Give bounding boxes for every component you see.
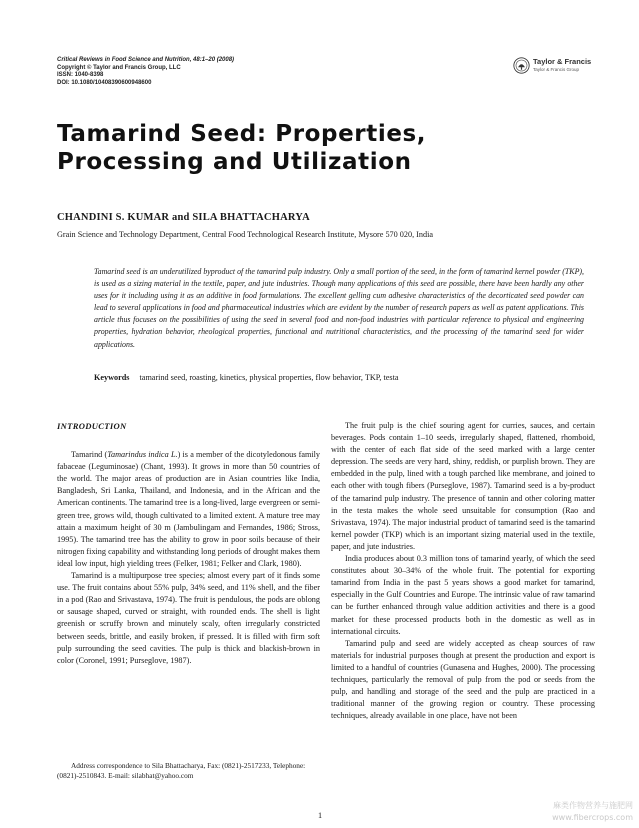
keywords-list: tamarind seed, roasting, kinetics, physical properties, flow behavior, TKP, testa	[139, 373, 399, 382]
keywords-line	[94, 373, 399, 382]
article-title	[57, 120, 577, 176]
site-watermark	[503, 800, 633, 824]
text-span: Tamarind (	[71, 450, 108, 460]
paragraph: Tamarind is a multipurpose tree species; almost every part of it finds some use. The fruit contains about 55% pulp, 34% seed, and 11% shell, and the fiber in a pod (Rao and Srivastava, 1974). The fruit is pendulous, the pods are oblong or sausage shaped, curved or straight, with rounded ends. The shell is light greenish or scruffy brown and minutely scaly, often irregularly constricted between seeds, brittle, and easily broken, if pressed. It is filled with firm soft pulp surrounding the seed cavities. The pulp is thick and blackish-brown in color (Coronel, 1991; Purseglove, 1987).	[57, 571, 320, 665]
correspondence-footnote: Address correspondence to Sila Bhattacharya, Fax: (0821)-2517233, Telephone: (0821)-2510843. E-mail: silabhat@yahoo.com	[57, 761, 306, 780]
paragraph: India produces about 0.3 million tons of tamarind yearly, of which the seed constitutes about 30–34% of the whole fruit. The potential for exporting tamarind from India in the past 5 years shows a good market for tamarind, especially in the Gulf Countries and Europe. The intrinsic value of raw tamarind can be further enhanced through value addition activities and there is a good market for these processed products both in the domestic as well as in international circuits.	[331, 554, 595, 636]
publisher-logo-icon	[513, 57, 530, 74]
left-column	[57, 420, 320, 667]
keywords-label: Keywords	[94, 373, 130, 382]
paragraph: The fruit pulp is the chief souring agent for curries, sauces, and certain beverages. Pods contain 1–10 seeds, irregularly shaped, flattened, rhomboid, with the center of each flat side of the seed marked with a large center depression. The seeds are very hard, shiny, reddish, or purplish brown. They are embedded in the pulp, lined with a tough parched like membrane, and joined to each other with tough fibers (Purseglove, 1987). Tamarind seed is a by-product of the tamarind pulp industry. The presence of tannin and other coloring matter in the testa makes the whole seed unsuitable for consumption (Rao and Srivastava, 1974). The major industrial product of tamarind seed is the tamarind kernel powder (TKP) which is an important sizing material used in the textile, paper, and jute industries.	[331, 421, 595, 551]
watermark-chinese: 麻类作物营养与施肥网	[553, 801, 633, 810]
title-line-1: Tamarind Seed: Properties,	[57, 121, 427, 147]
right-column	[331, 420, 595, 722]
paragraph	[57, 449, 320, 570]
abstract: Tamarind seed is an underutilized byproduct of the tamarind pulp industry. Only a small portion of the seed, in the form of tamarind kernel powder (TKP), is used as a sizing material in the textile, paper, and jute industries. Though many applications of this seed are possible, there have been hardly any other uses for it including using it as an additive in food formulations. The excellent gelling cum adhesive characteristics of the decorticated seed powder can lead to several applications in food and pharmaceutical industries which are evident by the number of research papers as well as patent applications. This article thus focuses on the possibilities of using the seed in several food and non-food industries with particular reference to physical and engineering properties, hydration behavior, rheological properties, functional and nutritional characteristics, and the processing of the tamarind seed for wider applications.	[94, 267, 584, 349]
text-span: ) is a member of the dicotyledonous family fabaceae (Leguminosae) (Chant, 1993). It grows in more than 50 countries of the world. The major areas of production are in Asian countries like India, Bangladesh, Sri Lanka, Thailand, and Indonesia, and in the African and the American continents. The tamarind tree is a long-lived, large evergreen or semi-green tree, grows wild, though cultivated to a limited extent. A mature tree may attain a maximum height of 30 m (Jambulingam and Fernandes, 1986; Stross, 1995). The tamarind tree has the ability to grow in poor soils because of their nitrogen fixing capability and withstanding long periods of drought makes them ideal low input, high yielding trees (Felker, 1981; Felker and Clark, 1980).	[57, 450, 320, 568]
watermark-url: www.fibercrops.com	[552, 813, 633, 822]
section-heading-introduction: INTRODUCTION	[57, 421, 127, 431]
copyright-line: Copyright © Taylor and Francis Group, LLC	[57, 64, 181, 71]
doi-line[interactable]: DOI: 10.1080/10408390600948600	[57, 79, 152, 86]
publisher-name: Taylor & Francis	[533, 57, 592, 66]
species-name: Tamarindus indica L.	[107, 450, 178, 460]
publisher-group: Taylor & Francis Group	[533, 67, 580, 72]
journal-meta	[57, 57, 357, 87]
article-authors: CHANDINI S. KUMAR and SILA BHATTACHARYA	[57, 212, 310, 223]
author-affiliation: Grain Science and Technology Department, Central Food Technological Research Institute, Mysore 570 020, India	[57, 230, 433, 239]
journal-citation: Critical Reviews in Food Science and Nutrition, 48:1–20 (2008)	[57, 57, 235, 63]
title-line-2: Processing and Utilization	[57, 149, 412, 175]
paragraph: Tamarind pulp and seed are widely accepted as cheap sources of raw materials for industrial purposes though at present the production and export is limited to a handful of countries (Gunasena and Hughes, 2000). The processing techniques, particularly the removal of pulp from the pod or seeds from the pulp, and handling and storage of the seed and the pulp are practiced in a traditional manner of the growing region or country. These processing techniques, already available in one place, have not been	[331, 638, 595, 721]
publisher-logo-block	[513, 55, 603, 79]
page-number: 1	[318, 811, 323, 820]
issn-line: ISSN: 1040-8398	[57, 72, 104, 78]
